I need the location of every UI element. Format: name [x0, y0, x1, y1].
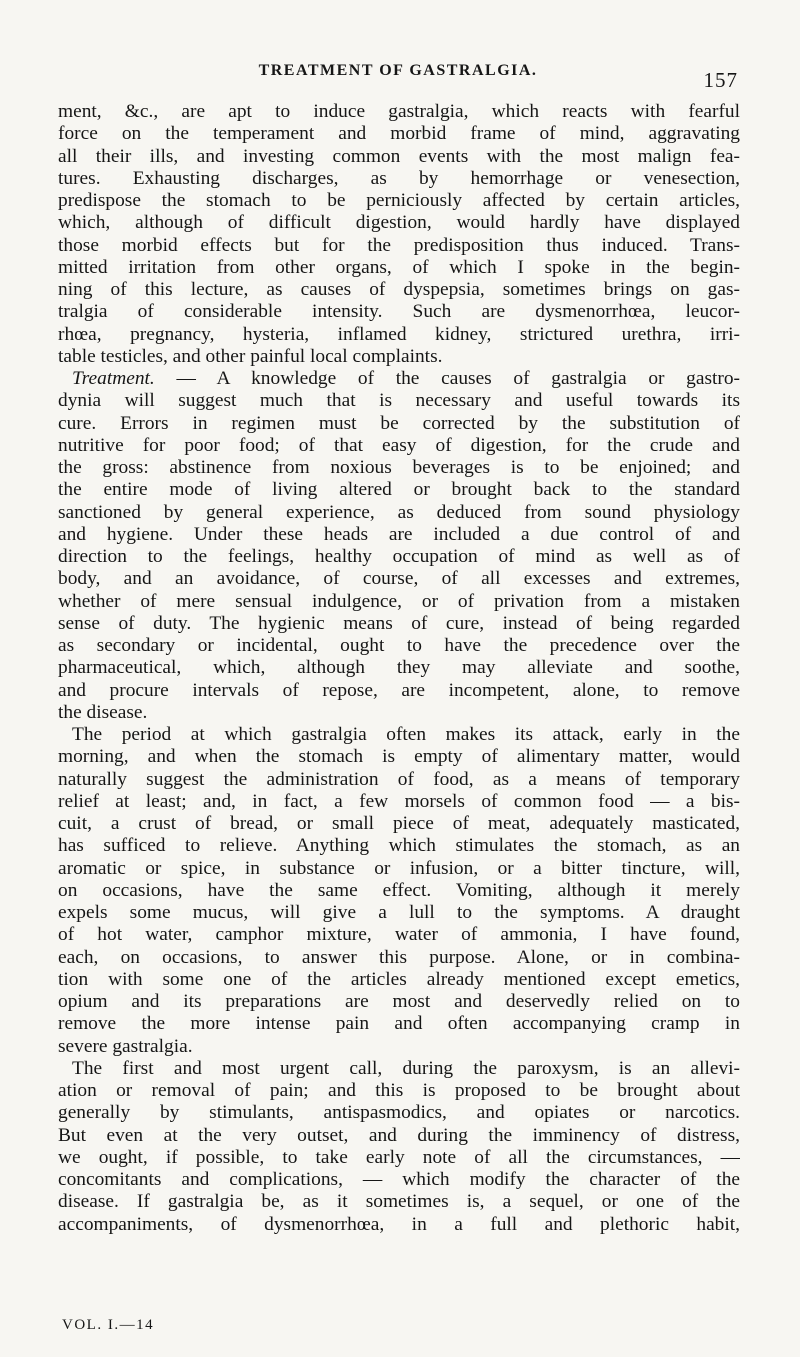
text-line: expels some mucus, will give a lull to the symptoms. A draught [58, 902, 740, 923]
text-line: The period at which gastralgia often makes its attack, early in the [72, 724, 740, 745]
text-line: tures. Exhausting discharges, as by hemorrhage or venesection, [58, 167, 740, 189]
body-text [58, 101, 740, 1236]
text-line: whether of mere sensual indulgence, or of privation from a mistaken [58, 590, 740, 612]
text-line: dynia will suggest much that is necessary and useful towards its [58, 390, 740, 412]
text-line: force on the temperament and morbid frame of mind, aggravating [58, 123, 740, 145]
text-line: as secondary or incidental, ought to have the precedence over the [58, 635, 740, 656]
text-line: body, and an avoidance, of course, of all excesses and extremes, [58, 568, 740, 590]
text-line: sanctioned by general experience, as deduced from sound physiology [58, 501, 740, 523]
text-line: those morbid effects but for the predisposition thus induced. Trans- [58, 234, 740, 256]
text-line: — A knowledge of the causes of gastralgia or gastro- [176, 368, 740, 389]
treatment-heading: Treatment. [72, 368, 155, 389]
text-line: each, on occasions, to answer this purpose. Alone, or in combina- [58, 946, 740, 968]
text-line: opium and its preparations are most and deservedly relied on to [58, 991, 740, 1012]
text-line: relief at least; and, in fact, a few morsels of common food — a bis- [58, 790, 740, 812]
text-line: table testicles, and other painful local complaints. [58, 345, 443, 367]
paragraph-treatment-start [58, 368, 740, 390]
running-title: TREATMENT OF GASTRALGIA. [258, 62, 538, 79]
text-line: sense of duty. The hygienic means of cure, instead of being regarded [58, 612, 740, 634]
text-line: tralgia of considerable intensity. Such are dysmenorrhœa, leucor- [58, 301, 740, 323]
running-head [58, 62, 738, 92]
text-line: generally by stimulants, antispasmodics, and opiates or narcotics. [58, 1102, 740, 1124]
text-line: ment, &c., are apt to induce gastralgia, which reacts with fearful [58, 101, 740, 122]
text-line: But even at the very outset, and during the imminency of distress, [58, 1124, 740, 1146]
text-line: mitted irritation from other organs, of which I spoke in the begin- [58, 256, 740, 278]
text-line: naturally suggest the administration of food, as a means of temporary [58, 768, 740, 790]
text-line: disease. If gastralgia be, as it sometimes is, a sequel, or one of the [58, 1191, 740, 1213]
text-line: cuit, a crust of bread, or small piece of meat, adequately masticated, [58, 813, 740, 834]
page-number: 157 [703, 68, 738, 92]
text-line: of hot water, camphor mixture, water of ammonia, I have found, [58, 924, 740, 946]
text-line: predispose the stomach to be perniciously affected by certain articles, [58, 190, 740, 211]
text-line: direction to the feelings, healthy occupation of mind as well as of [58, 546, 740, 567]
text-line: nutritive for poor food; of that easy of digestion, for the crude and [58, 434, 740, 456]
text-line: tion with some one of the articles already mentioned except emetics, [58, 968, 740, 990]
text-line: and hygiene. Under these heads are included a due control of and [58, 523, 740, 545]
text-line: ning of this lecture, as causes of dyspepsia, sometimes brings on gas- [58, 279, 740, 300]
text-line: rhœa, pregnancy, hysteria, inflamed kidney, strictured urethra, irri- [58, 323, 740, 345]
text-line: ation or removal of pain; and this is proposed to be brought about [58, 1080, 740, 1101]
text-line: has sufficed to relieve. Anything which stimulates the stomach, as an [58, 835, 740, 857]
text-line: severe gastralgia. [58, 1035, 193, 1057]
text-line: we ought, if possible, to take early note of all the circumstances, — [58, 1146, 740, 1168]
text-line: cure. Errors in regimen must be corrected by the substitution of [58, 412, 740, 434]
text-line: all their ills, and investing common events with the most malign fea- [58, 145, 740, 167]
text-line: concomitants and complications, — which modify the character of the [58, 1169, 740, 1190]
text-line: accompaniments, of dysmenorrhœa, in a full and plethoric habit, [58, 1213, 740, 1235]
text-line: the disease. [58, 701, 148, 723]
text-line: the entire mode of living altered or brought back to the standard [58, 479, 740, 501]
text-line: on occasions, have the same effect. Vomiting, although it merely [58, 879, 740, 901]
text-line: which, although of difficult digestion, would hardly have displayed [58, 212, 740, 234]
signature-mark: VOL. I.—14 [62, 1317, 155, 1333]
text-line: remove the more intense pain and often accompanying cramp in [58, 1013, 740, 1035]
text-line: The first and most urgent call, during the paroxysm, is an allevi- [72, 1057, 740, 1079]
text-line: aromatic or spice, in substance or infusion, or a bitter tincture, will, [58, 857, 740, 879]
text-line: pharmaceutical, which, although they may alleviate and soothe, [58, 657, 740, 679]
text-line: morning, and when the stomach is empty of alimentary matter, would [58, 746, 740, 768]
text-line: and procure intervals of repose, are incompetent, alone, to remove [58, 679, 740, 701]
text-line: the gross: abstinence from noxious beverages is to be enjoined; and [58, 457, 740, 478]
